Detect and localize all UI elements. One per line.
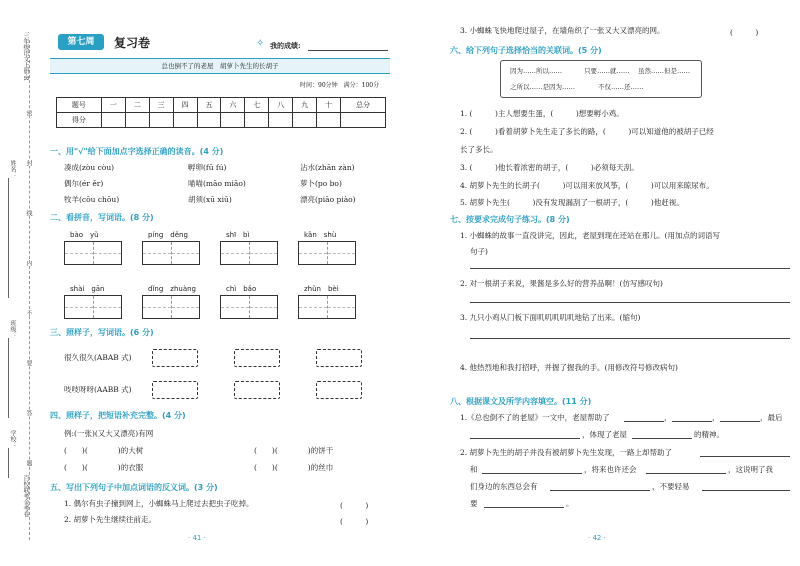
score-header-cell: 十 [317,98,341,113]
week-badge-text: 第七周 [67,37,95,47]
sec4-row-2a: ( )( )的衣服 [64,463,144,472]
word-bank-box [500,60,702,98]
sec6-item-4: 4. 胡萝卜先生的长胡子( )可以用来放风筝，( )可以用来晾尿布。 [460,181,714,190]
score-header-cell: 三 [149,98,173,113]
seal-char: 要 [25,360,32,366]
class-underline [8,338,9,418]
seal-char: 密 [25,110,32,116]
sec5-item-1: 1. 偶尔有虫子撞到网上，小蜘蛛马上爬过去把虫子吃掉。 [64,499,254,508]
answer-box[interactable] [316,349,362,367]
writing-grid[interactable] [298,295,356,319]
sec4-row-1b: ( )( )的饼干 [254,446,334,455]
page-number-left: · 41 · [188,534,206,542]
week-badge [58,34,104,50]
brand-label: 百校联考金考卷 [22,475,29,517]
score-cell[interactable] [293,113,317,128]
seal-char: 内 [25,260,32,266]
writing-grid[interactable] [64,241,122,265]
sec1-item[interactable]: 凑成(zòu còu) [64,163,115,172]
writing-grid[interactable] [64,295,122,319]
series-label: 三年级语文上册·R [22,32,29,81]
writing-cell[interactable] [221,296,250,318]
answer-box[interactable] [234,381,280,399]
name-underline [8,178,9,298]
sec8-line2e: 们身边的东西总会有 [470,482,538,491]
writing-grid[interactable] [220,241,278,265]
score-cell[interactable] [341,113,386,128]
section-6-title: 六、给下列句子选择恰当的关联词。(5 分) [450,46,602,55]
pinyin-label: dǐng zhuàng [148,285,196,293]
sec8-line1a: 1.《总也倒不了的老屋》一文中，老屋帮助了 [460,413,610,422]
time-info: 时间：90分钟 满分：100分 [300,82,380,89]
score-cell[interactable] [173,113,197,128]
section-2-title: 二、看拼音，写词语。(8 分) [50,213,154,222]
pinyin-label: zhǔn bèi [304,285,339,293]
section-4-title: 四、照样子，把短语补充完整。(4 分) [50,411,186,420]
sec8-line1f: 的精神。 [694,430,724,439]
blank[interactable] [624,421,664,422]
sec7-item-4: 4. 他热烈地和我打招呼，并握了握我的手。(用修改符号修改病句) [460,363,678,372]
word-bank-item: 不仅……还…… [598,83,644,91]
writing-grid[interactable] [142,295,200,319]
score-header-cell: 一 [101,98,125,113]
writing-grid[interactable] [142,241,200,265]
sec3-item-1: 很久很久(ABAB 式) [64,353,132,362]
blank[interactable] [702,490,790,491]
score-header-cell: 五 [197,98,221,113]
score-header-cell: 题号 [57,98,102,113]
score-cell[interactable] [317,113,341,128]
blank[interactable] [700,456,790,457]
section-8-title: 八、根据课文及所学内容填空。(11 分) [450,397,592,406]
sec6-item-2-cont: 长了多长。 [460,145,498,154]
writing-cell[interactable] [221,242,250,264]
page-right [400,0,800,566]
score-cell[interactable] [245,113,269,128]
sec5-item-3: 3. 小蜘蛛飞快地爬过屋子，在墙角织了一张又大又漂亮的网。 [460,26,665,35]
pinyin-label: shài gān [70,285,105,293]
name-label: 姓名： [9,160,16,178]
blank[interactable] [484,507,564,508]
sec8-line2g: 要 [470,499,478,508]
sec1-item[interactable]: 漂亮(piāo piào) [300,195,356,204]
seal-char: 题 [25,460,32,466]
writing-cell[interactable] [299,242,328,264]
pinyin-label: kǎn shù [304,231,337,239]
score-row-label: 得分 [57,113,102,128]
sec6-item-5: 5. 胡萝卜先生( )没有发现漏刮了一根胡子，( )他赶视。 [460,198,684,207]
writing-cell[interactable] [328,296,356,318]
score-cell[interactable] [125,113,149,128]
seal-char: 不 [25,310,32,316]
answer-paren[interactable]: ( ) [340,517,369,526]
answer-line[interactable] [470,338,790,339]
sec1-item[interactable]: 牧羊(cōu chōu) [64,195,120,204]
score-header-cell: 四 [173,98,197,113]
sec8-line1c: ， [712,413,720,422]
class-label: 班级： [9,320,16,338]
blank[interactable] [672,421,712,422]
score-cell[interactable] [221,113,245,128]
score-header-cell: 七 [245,98,269,113]
seal-char: 线 [25,210,32,216]
answer-box[interactable] [152,349,198,367]
writing-cell[interactable] [94,296,122,318]
pinyin-label: shī bì [226,231,250,239]
sec8-line2a: 2. 胡萝卜先生的胡子并没有被胡萝卜先生发现，一路上却帮助了 [460,448,673,457]
score-underline [308,50,388,51]
answer-paren[interactable]: ( ) [730,28,759,37]
sec8-line2f: ，不要轻易 [652,482,690,491]
sec8-line1b: ， [664,413,672,422]
sec7-item-1-cont: 句子) [470,247,488,256]
writing-cell[interactable] [250,242,278,264]
sec1-item[interactable]: 孵卵(fū fú) [188,163,227,172]
sec7-item-3: 3. 九只小鸡从门板下面叽叽叽叽叽地钻了出来。(缩句) [460,313,641,322]
sec8-line1e: ，体现了老屋 [582,430,627,439]
writing-cell[interactable] [65,296,94,318]
writing-cell[interactable] [328,242,356,264]
section-7-title: 七、按要求完成句子练习。(8 分) [450,215,570,224]
score-header-cell: 二 [125,98,149,113]
score-header-cell: 总分 [341,98,386,113]
answer-box[interactable] [152,381,198,399]
writing-cell[interactable] [172,296,200,318]
score-label: 我的成绩: [270,41,301,50]
sec4-example: 例:(一张)(又大又漂亮)有网 [64,429,154,438]
answer-paren[interactable]: ( ) [340,501,369,510]
score-table [56,97,386,128]
sec1-item[interactable]: 沾水(zhān zàn) [300,163,355,172]
blank[interactable] [720,421,760,422]
word-bank-item: 之所以……是因为…… [510,83,575,91]
answer-box[interactable] [234,349,280,367]
sec6-item-2: 2. ( )看着胡萝卜先生走了多长的路，( )可以知道他的被胡子已经 [460,127,714,136]
page-number-right: · 42 · [588,534,606,542]
sec5-item-2: 2. 胡萝卜先生继续往前走。 [64,515,157,524]
sec1-item[interactable]: 胡须(xū xiū) [188,195,232,204]
blank[interactable] [550,490,650,491]
writing-cell[interactable] [299,296,328,318]
writing-cell[interactable] [65,242,94,264]
section-3-title: 三、照样子，写词语。(6 分) [50,328,154,337]
section-1-title: 一、用"√"给下面加点字选择正确的读音。(4 分) [50,147,224,156]
score-header-cell: 九 [293,98,317,113]
score-cell[interactable] [101,113,125,128]
score-header-cell: 八 [269,98,293,113]
sec8-line2c: ，将来也许还会 [584,465,637,474]
sec1-item[interactable]: 萝卜(po bo) [300,179,342,188]
sec7-item-1: 1. 小蜘蛛的故事一直没讲完，因此，老屋到现在还站在那儿。(用加点的词语写 [460,231,720,240]
school-label: 学校： [9,430,16,448]
writing-grid[interactable] [220,295,278,319]
writing-cell[interactable] [172,242,200,264]
writing-grid[interactable] [298,241,356,265]
blank[interactable] [646,473,726,474]
word-bank-item: 因为……所以…… [510,67,562,75]
subtitle-text: 总也倒不了的老屋 胡萝卜先生的长胡子 [161,62,279,70]
sec1-item[interactable]: 偶尔(ér ěr) [64,179,104,188]
sec7-item-2: 2. 对一根胡子来说，果酱是多么好的营养品啊！(仿写感叹句) [460,279,663,288]
answer-line[interactable] [470,268,790,269]
subtitle-banner [50,58,390,74]
score-cell[interactable] [149,113,173,128]
sec4-row-2b: ( )( )的丝巾 [254,463,334,472]
star-icon: ✧ [256,38,265,49]
score-cell[interactable] [269,113,293,128]
word-bank-item: 虽然……但是…… [638,67,690,75]
answer-box[interactable] [316,381,362,399]
answer-line[interactable] [470,302,790,303]
page-title: 复习卷 [114,36,151,50]
pinyin-label: píng děng [148,231,188,239]
sec8-line1d: ，最后 [760,413,783,422]
pinyin-label: bào yǔ [70,231,99,239]
blank[interactable] [632,438,692,439]
score-cell[interactable] [197,113,221,128]
sec4-row-1a: ( )( )的大树 [64,446,144,455]
sec6-item-1: 1. ( )主人想要生蛋，( )想要孵小鸡。 [460,109,624,118]
blank[interactable] [470,438,580,439]
sec8-line2h: 。 [566,499,574,508]
writing-cell[interactable] [94,242,122,264]
writing-cell[interactable] [143,296,172,318]
seal-char: 答 [25,410,32,416]
score-header-cell: 六 [221,98,245,113]
sec3-item-2: 吱吱呀呀(AABB 式) [64,385,132,394]
blank[interactable] [482,473,582,474]
writing-cell[interactable] [143,242,172,264]
sec1-item[interactable]: 喵喵(māo miāo) [188,179,246,188]
word-bank-item: 只要……就…… [584,67,630,75]
sec8-line2d: ，这说明了我 [728,465,773,474]
writing-cell[interactable] [250,296,278,318]
school-underline [8,448,9,478]
section-5-title: 五、写出下列句子中加点词语的反义词。(3 分) [50,483,218,492]
seal-char: 封 [25,160,32,166]
pinyin-label: chì bǎo [226,285,257,293]
sec6-item-3: 3. ( )他长着浓密的胡子，( )必须每天刮。 [460,163,639,172]
sec8-line2b: 和 [470,465,478,474]
